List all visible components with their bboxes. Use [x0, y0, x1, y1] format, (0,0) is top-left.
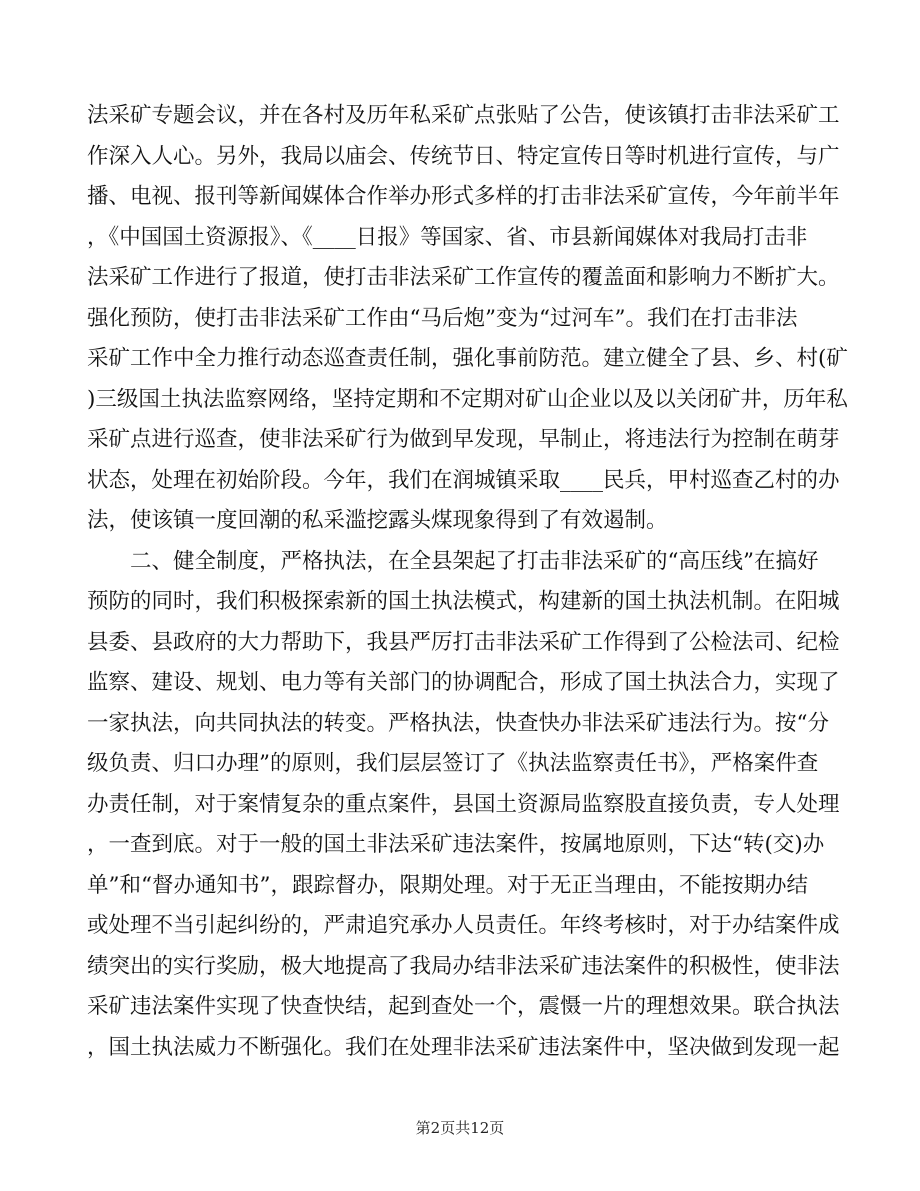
text-line: ，国土执法威力不断强化。我们在处理非法采矿违法案件中，坚决做到发现一起	[87, 1034, 840, 1060]
paragraph-start-line: 二、健全制度，严格执法，在全县架起了打击非法采矿的“高压线”在搞好	[130, 548, 819, 574]
page-number: 第2页共12页	[415, 1119, 505, 1137]
text-line: 法采矿工作进行了报道，使打击非法采矿工作宣传的覆盖面和影响力不断扩大。	[87, 265, 840, 290]
text-line: 状态，处理在初始阶段。今年，我们在润城镇采取____民兵，甲村巡查乙村的办	[87, 467, 840, 493]
text-line: 办责任制，对于案情复杂的重点案件，县国土资源局监察股直接负责，专人处理	[87, 791, 840, 817]
document-body	[87, 96, 848, 1068]
text-line: 级负责、归口办理”的原则，我们层层签订了《执法监察责任书》，严格案件查	[87, 751, 819, 776]
text-line: 强化预防，使打击非法采矿工作由“马后炮”变为“过河车”。我们在打击非法	[87, 305, 798, 331]
text-line: 监察、建设、规划、电力等有关部门的协调配合，形成了国土执法合力，实现了	[87, 670, 840, 695]
text-line: 作深入人心。另外，我局以庙会、传统节日、特定宣传日等时机进行宣传，与广	[87, 143, 840, 169]
text-line: 预防的同时，我们积极探索新的国土执法模式，构建新的国土执法机制。在阳城	[87, 589, 840, 614]
text-line: 一家执法，向共同执法的转变。严格执法，快查快办非法采矿违法行为。按“分	[87, 710, 829, 736]
text-line: 采矿工作中全力推行动态巡查责任制，强化事前防范。建立健全了县、乡、村(矿	[87, 346, 848, 371]
text-line: )三级国土执法监察网络，坚持定期和不定期对矿山企业以及以关闭矿井，历年私	[87, 386, 848, 412]
text-line: 法，使该镇一度回潮的私采滥挖露头煤现象得到了有效遏制。	[87, 508, 668, 533]
text-line: ，一查到底。对于一般的国土非法采矿违法案件，按属地原则，下达“转(交)办	[87, 832, 825, 857]
text-line: ，《中国国土资源报》、《____日报》等国家、省、市县新闻媒体对我局打击非	[87, 224, 808, 250]
text-line: 或处理不当引起纠纷的，严肃追究承办人员责任。年终考核时，对于办结案件成	[87, 913, 840, 938]
text-line: 绩突出的实行奖励，极大地提高了我局办结非法采矿违法案件的积极性，使非法	[87, 953, 840, 979]
text-line: 单”和“督办通知书”，跟踪督办，限期处理。对于无正当理由，不能按期办结	[87, 872, 808, 898]
text-line: 播、电视、报刊等新闻媒体合作举办形式多样的打击非法采矿宣传，今年前半年	[87, 184, 840, 209]
text-line: 法采矿专题会议，并在各村及历年私采矿点张贴了公告，使该镇打击非法采矿工	[87, 103, 840, 128]
text-line: 县委、县政府的大力帮助下，我县严厉打击非法采矿工作得到了公检法司、纪检	[87, 629, 840, 655]
text-line: 采矿点进行巡查，使非法采矿行为做到早发现，早制止，将违法行为控制在萌芽	[87, 427, 840, 452]
text-line: 采矿违法案件实现了快查快结，起到查处一个，震慑一片的理想效果。联合执法	[87, 994, 840, 1019]
